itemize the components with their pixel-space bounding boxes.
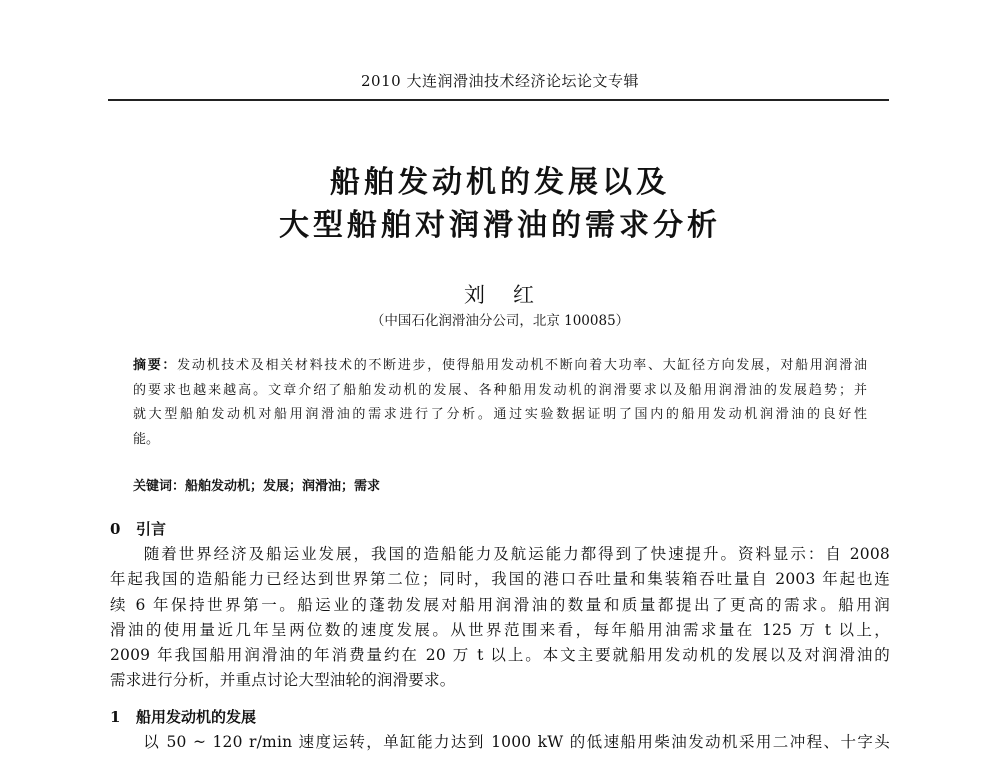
- body-line: 续 6 年保持世界第一。船运业的蓬勃发展对船用润滑油的数量和质量都提出了更高的需求。船用润: [110, 595, 890, 614]
- keywords-label: 关键词：: [133, 479, 186, 494]
- author-family: 红: [513, 283, 536, 307]
- body-line: 需求进行分析，并重点讨论大型油轮的润滑要求。: [110, 671, 456, 690]
- abstract: [133, 354, 867, 452]
- body-line: 滑油的使用量近几年呈两位数的速度发展。从世界范围来看，每年船用油需求量在 125 万 t 以上，: [110, 620, 890, 639]
- abstract-line: 能。: [133, 431, 160, 447]
- body-line: 以 50 ~ 120 r/min 速度运转，单缸能力达到 1000 kW 的低速船用柴油发动机采用二冲程、十字头: [142, 733, 890, 751]
- body-line: 随着世界经济及船运业发展，我国的造船能力及航运能力都得到了快速提升。资料显示：自 2008: [142, 545, 890, 563]
- body-line: 2009 年我国船用润滑油的年消费量约在 20 万 t 以上。本文主要就船用发动机的发展以及对润滑油的: [110, 646, 890, 665]
- section-body-0: [110, 542, 890, 694]
- author-name: [0, 279, 1000, 309]
- author-given: 刘: [464, 283, 487, 307]
- section-number: 1: [110, 708, 121, 726]
- paper-title-line-2: 大型船舶对润滑油的需求分析: [279, 208, 721, 243]
- section-title: 引言: [136, 520, 167, 538]
- paper-title-line-1: 船舶发动机的发展以及: [330, 165, 670, 200]
- body-line: 年起我国的造船能力已经达到世界第二位；同时，我国的港口吞吐量和集装箱吞吐量自 2003 年起也连: [110, 570, 890, 589]
- abstract-line: 的要求也越来越高。文章介绍了船舶发动机的发展、各种船用发动机的润滑要求以及船用润滑油的发展趋势；并: [133, 382, 867, 398]
- section-heading-0: [110, 518, 166, 539]
- section-body-1: [110, 730, 890, 755]
- abstract-line: 就大型船舶发动机对船用润滑油的需求进行了分析。通过实验数据证明了国内的船用发动机润滑油的良好性: [133, 407, 867, 422]
- section-number: 0: [110, 520, 121, 538]
- abstract-line: 发动机技术及相关材料技术的不断进步，使得船用发动机不断向着大功率、大缸径方向发展，对船用润滑油: [177, 358, 867, 373]
- running-head: 2010 大连润滑油技术经济论坛论文专辑: [361, 72, 639, 90]
- section-heading-1: [110, 706, 256, 727]
- author-affiliation: （中国石化润滑油分公司，北京 100085）: [370, 313, 630, 329]
- keywords-text: 船舶发动机；发展；润滑油；需求: [185, 479, 381, 494]
- keywords: [133, 475, 867, 494]
- section-title: 船用发动机的发展: [136, 708, 257, 726]
- header-rule: [108, 99, 889, 101]
- abstract-label: 摘要：: [133, 358, 178, 373]
